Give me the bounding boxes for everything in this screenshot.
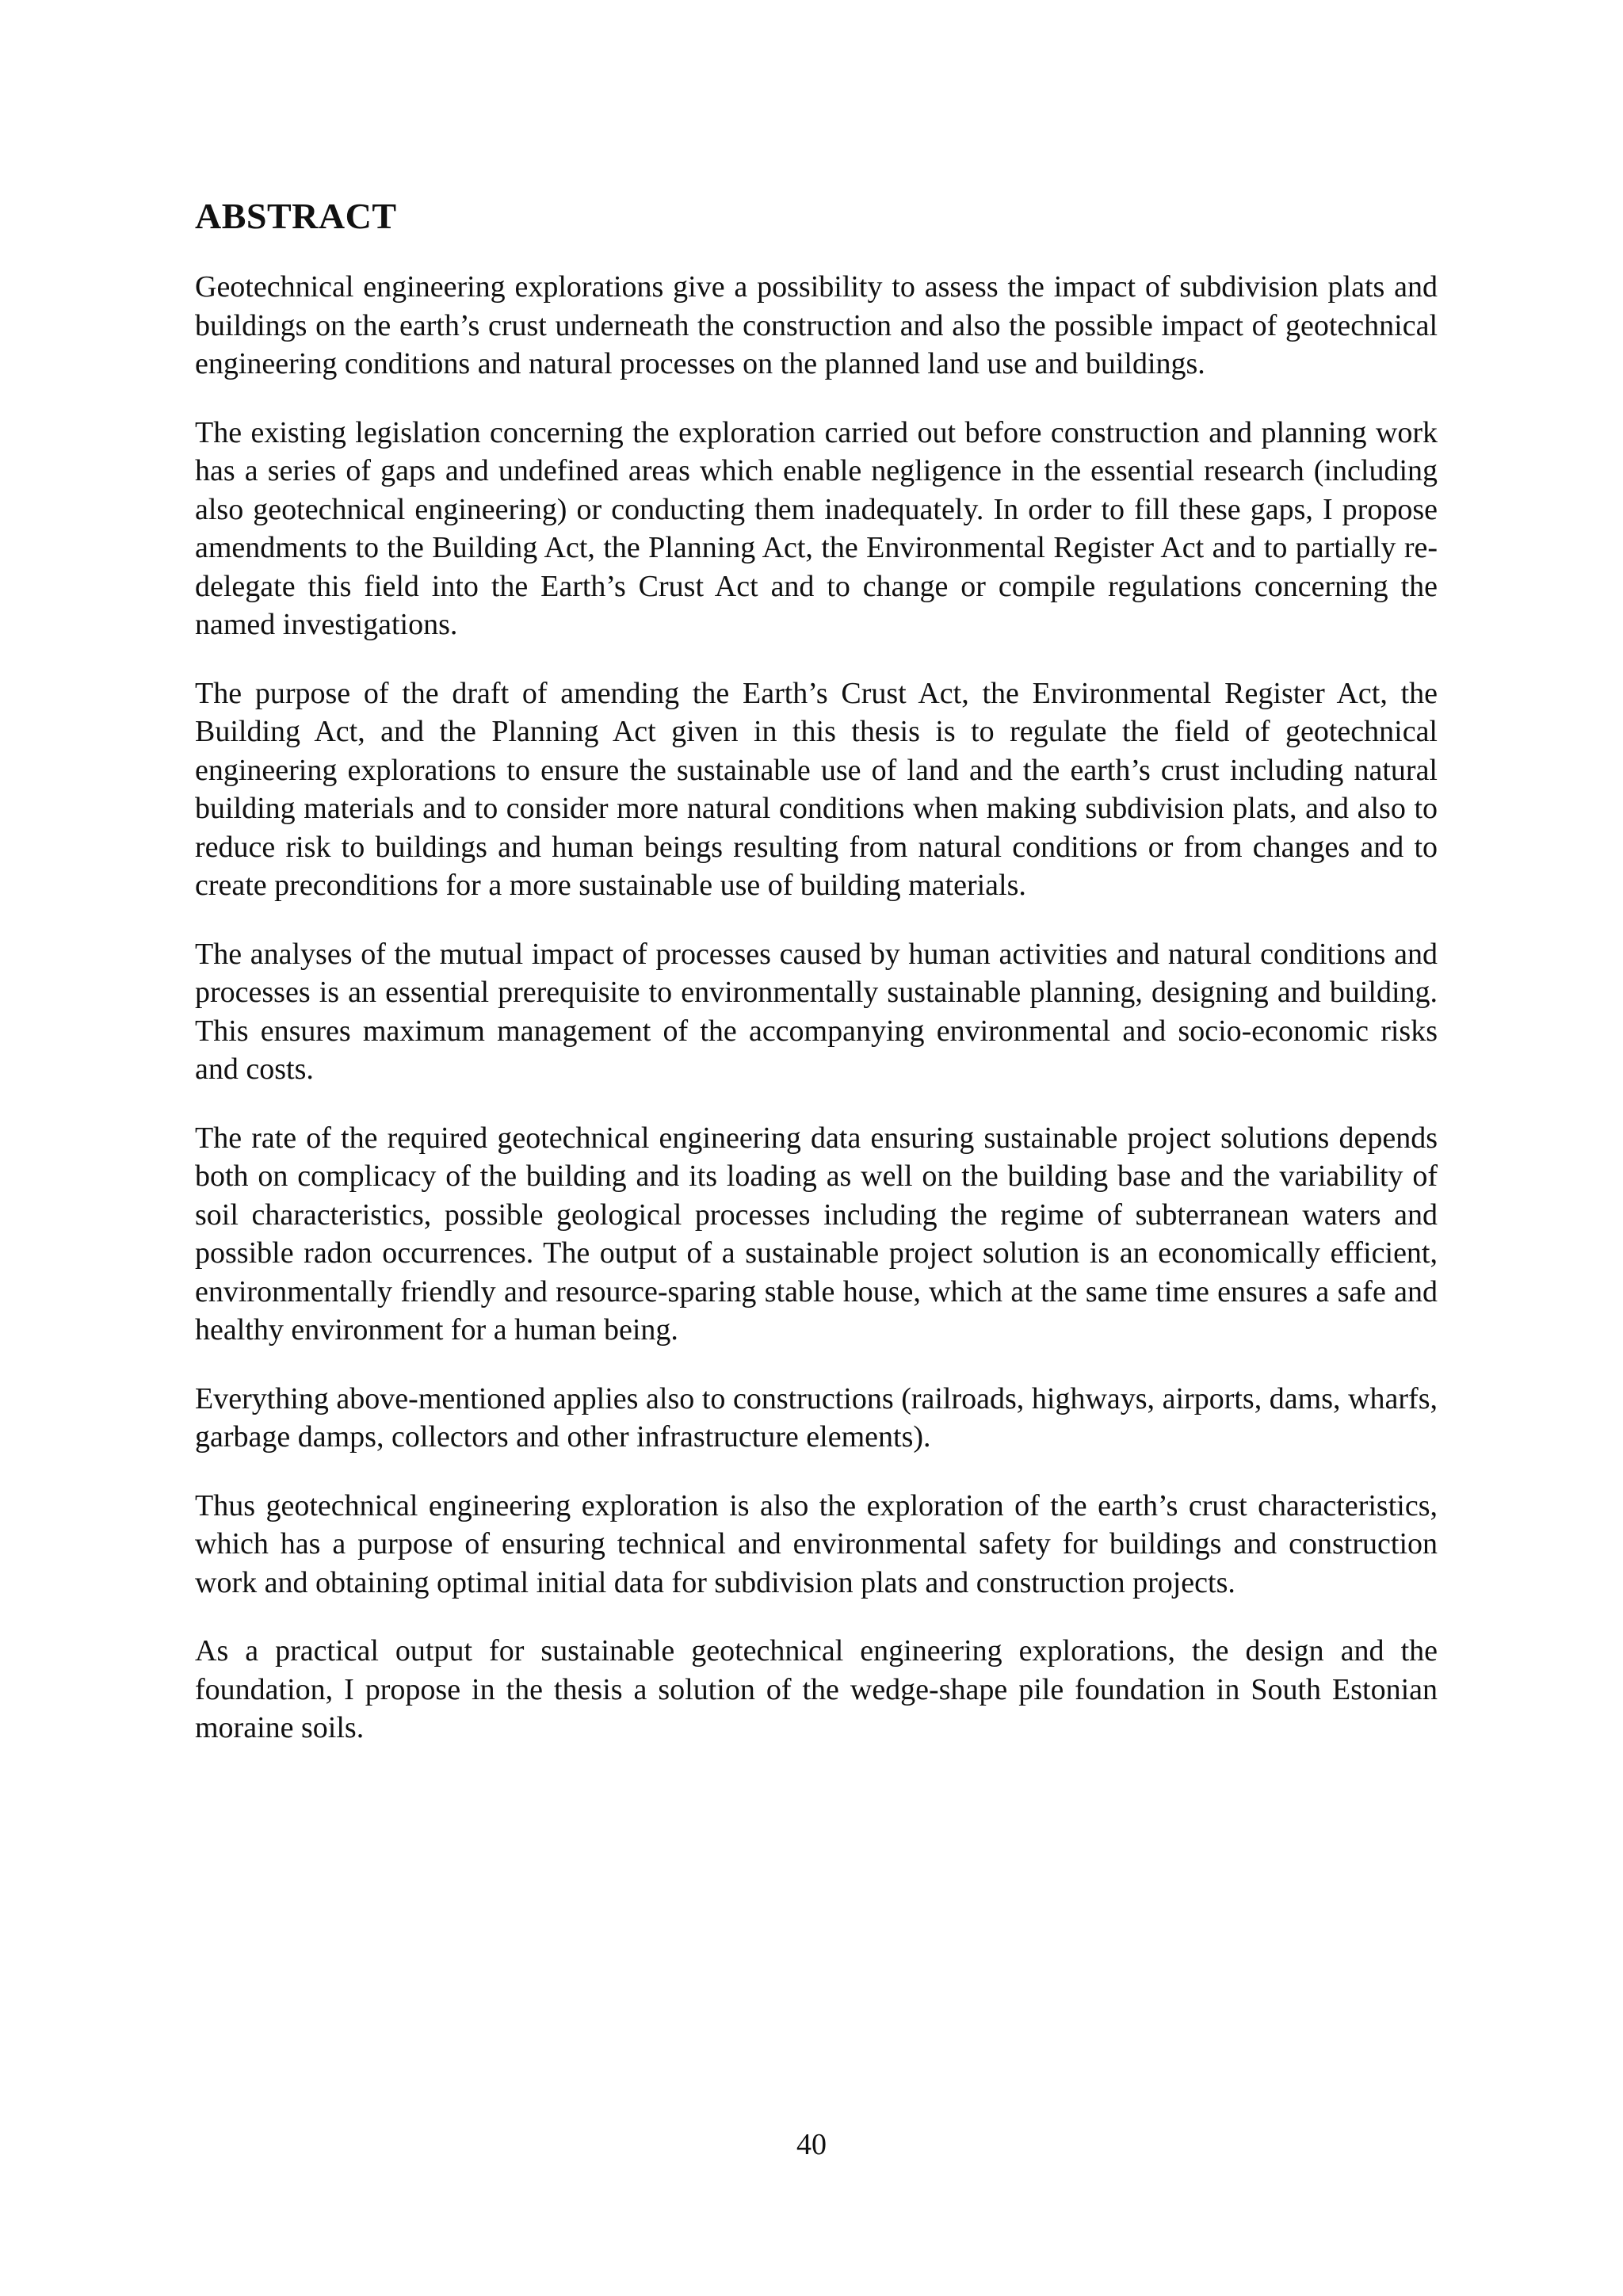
page-title: ABSTRACT <box>195 196 397 236</box>
abstract-paragraph-7: Thus geotechnical engineering exploration is also the exploration of the earth’s crust characteristics, which has a purpose of ensuring technical and environmental safety for buildings and construction work and obtaining optimal initial data for subdivision plats and construction projects. <box>195 1488 1438 1599</box>
abstract-paragraph-8: As a practical output for sustainable geotechnical engineering explorations, the design and the foundation, I propose in the thesis a solution of the wedge-shape pile foundation in South Estonian moraine soils. <box>195 1634 1438 1744</box>
abstract-paragraph-6: Everything above-mentioned applies also to constructions (railroads, highways, airports, dams, wharfs, garbage damps, collectors and other infrastructure elements). <box>195 1381 1438 1454</box>
abstract-section <box>195 193 1438 1778</box>
abstract-paragraph-1: Geotechnical engineering explorations give a possibility to assess the impact of subdivision plats and buildings on the earth’s crust underneath the construction and also the possible impact of geotechnical engineering conditions and natural processes on the planned land use and buildings. <box>195 270 1438 380</box>
abstract-paragraph-3: The purpose of the draft of amending the Earth’s Crust Act, the Environmental Register Act, the Building Act, and the Planning Act given in this thesis is to regulate the field of geotechnical engineering explorations to ensure the sustainable use of land and the earth’s crust including natural building materials and to consider more natural conditions when making subdivision plats, and also to reduce risk to buildings and human beings resulting from natural conditions or from changes and to create preconditions for a more sustainable use of building materials. <box>195 676 1438 902</box>
page-number: 40 <box>796 2128 827 2161</box>
abstract-paragraph-4: The analyses of the mutual impact of processes caused by human activities and natural conditions and processes is an essential prerequisite to environmentally sustainable planning, designing and building. This ensures maximum management of the accompanying environmental and socio-economic risks and costs. <box>195 937 1438 1086</box>
abstract-paragraph-2: The existing legislation concerning the exploration carried out before construction and planning work has a series of gaps and undefined areas which enable negligence in the essential research (including also geotechnical engineering) or conducting them inadequately. In order to fill these gaps, I propose amendments to the Building Act, the Planning Act, the Environmental Register Act and to partially re-delegate this field into the Earth’s Crust Act and to change or compile regulations concerning the named investigations. <box>195 415 1438 641</box>
abstract-paragraph-5: The rate of the required geotechnical engineering data ensuring sustainable project solutions depends both on complicacy of the building and its loading as well on the building base and the variability of soil characteristics, possible geological processes including the regime of subterranean waters and possible radon occurrences. The output of a sustainable project solution is an economically efficient, environmentally friendly and resource-sparing stable house, which at the same time ensures a safe and healthy environment for a human being. <box>195 1121 1438 1347</box>
